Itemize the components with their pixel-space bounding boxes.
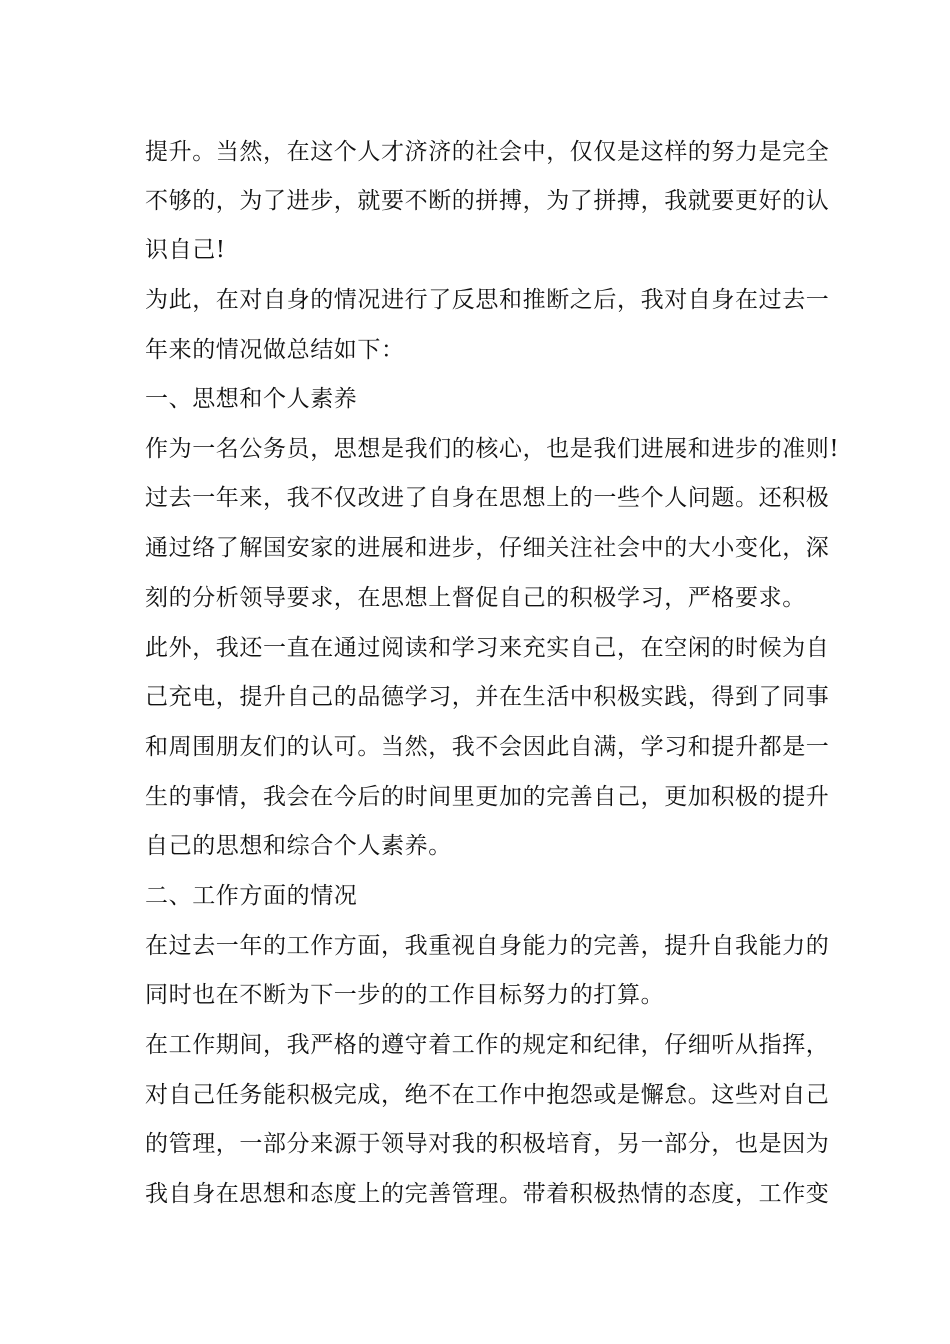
text-line: 在工作期间，我严格的遵守着工作的规定和纪律，仔细听从指挥，: [145, 1032, 830, 1058]
text-line: 在过去一年的工作方面，我重视自身能力的完善，提升自我能力的: [145, 933, 830, 959]
text-line: 提升。当然，在这个人才济济的社会中，仅仅是这样的努力是完全: [145, 139, 830, 165]
section-heading: 二、工作方面的情况: [145, 883, 358, 909]
text-line: 和周围朋友们的认可。当然，我不会因此自满，学习和提升都是一: [145, 734, 830, 760]
text-line: 自己的思想和综合个人素养。: [145, 833, 452, 859]
text-line: 过去一年来，我不仅改进了自身在思想上的一些个人问题。还积极: [145, 485, 830, 511]
text-line: 同时也在不断为下一步的的工作目标努力的打算。: [145, 982, 665, 1008]
text-line: 的管理，一部分来源于领导对我的积极培育，另一部分，也是因为: [145, 1131, 830, 1157]
text-line: 对自己任务能积极完成，绝不在工作中抱怨或是懈怠。这些对自己: [145, 1082, 830, 1108]
text-line: 为此，在对自身的情况进行了反思和推断之后，我对自身在过去一: [145, 287, 830, 313]
text-line: 我自身在思想和态度上的完善管理。带着积极热情的态度，工作变: [145, 1181, 830, 1207]
text-line: 年来的情况做总结如下：: [145, 337, 405, 363]
text-line: 生的事情，我会在今后的时间里更加的完善自己，更加积极的提升: [145, 784, 830, 810]
text-line: 识自己!: [145, 237, 226, 263]
section-heading: 一、思想和个人素养: [145, 386, 358, 412]
text-line: 通过络了解国安家的进展和进步，仔细关注社会中的大小变化，深: [145, 535, 830, 561]
text-line: 作为一名公务员，思想是我们的核心，也是我们进展和进步的准则!: [145, 436, 840, 462]
text-line: 刻的分析领导要求，在思想上督促自己的积极学习，严格要求。: [145, 585, 806, 611]
text-line: 己充电，提升自己的品德学习，并在生活中积极实践，得到了同事: [145, 684, 830, 710]
text-line: 此外，我还一直在通过阅读和学习来充实自己，在空闲的时候为自: [145, 635, 830, 661]
text-line: 不够的，为了进步，就要不断的拼搏，为了拼搏，我就要更好的认: [145, 188, 830, 214]
